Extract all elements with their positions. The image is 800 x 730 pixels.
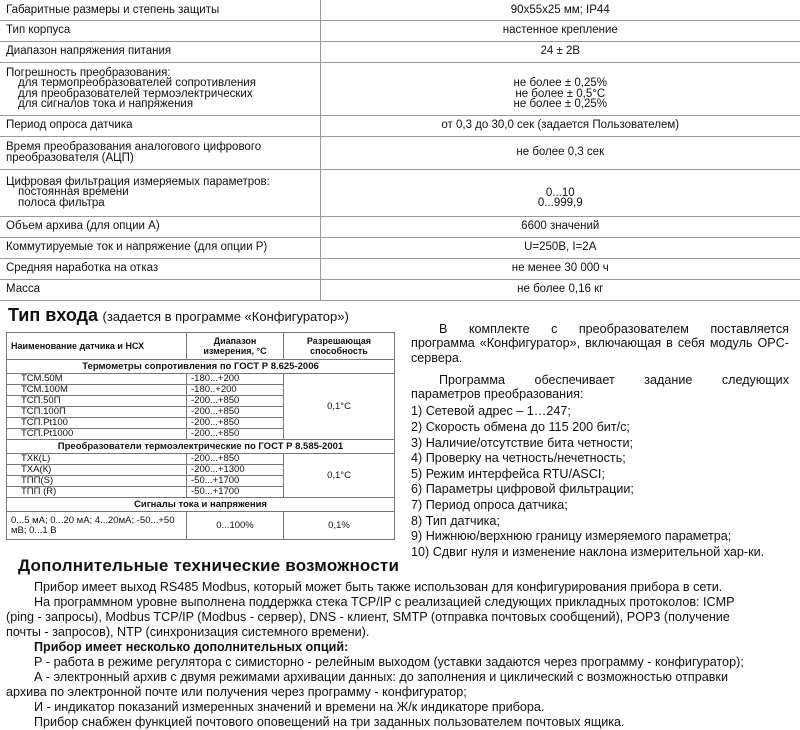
list-item: 8) Тип датчика; <box>411 513 500 528</box>
sensor-range: -200...+850 <box>187 418 284 429</box>
spec-row-mtbf <box>0 258 800 279</box>
column-header-resolution: Разрешающая способность <box>284 333 395 360</box>
sensor-range: -200...+850 <box>187 454 284 465</box>
list-item: 2) Скорость обмена до 115 200 бит/с; <box>411 420 630 435</box>
spec-value: не менее 30 000 ч <box>320 258 800 279</box>
spec-value: 90x55x25 мм; IP44 <box>320 0 800 20</box>
text-line: Р - работа в режиме регулятора с симисторно - релейным выходом (уставки задаются через программу - конфигуратор); <box>34 655 744 669</box>
spec-value: 0...10 0...999,9 <box>320 169 800 216</box>
column-header-name: Наименование датчика и НСХ <box>7 333 187 360</box>
sensor-range: -50...+1700 <box>187 487 284 498</box>
spec-row-dimensions <box>0 0 800 20</box>
group-resolution: 0,1°С <box>284 374 395 440</box>
spec-label: Тип корпуса <box>0 20 320 41</box>
input-type-heading <box>8 305 349 326</box>
spec-label: Время преобразования аналогового цифрового преобразователя (АЦП) <box>0 136 320 169</box>
specifications-table <box>0 0 800 301</box>
group-title: Термометры сопротивления по ГОСТ Р 8.625-2006 <box>7 360 395 374</box>
kit-paragraph-line: Программа обеспечивает задание следующих <box>439 372 789 387</box>
group-resolution: 0,1% <box>284 512 395 540</box>
spec-value: настенное крепление <box>320 20 800 41</box>
sensor-range: -200...+850 <box>187 407 284 418</box>
kit-paragraph-line: параметров преобразования: <box>411 387 584 402</box>
text-line: Прибор снабжен функцией почтового оповещений на три заданных пользователем почтовых ящика. <box>34 715 625 729</box>
sensor-range: -180...+200 <box>187 374 284 385</box>
text-line: почты - запросов), NTP (синхронизация системного времени). <box>6 625 370 639</box>
spec-row-archive <box>0 216 800 237</box>
spec-row-switching <box>0 237 800 258</box>
group-header-row <box>7 360 395 374</box>
text-line: архива по электронной почте или получения через программу - конфигуратор; <box>6 685 467 699</box>
spec-label: Погрешность преобразования: для термопреобразователей сопротивления для преобразователей термоэлектрических для сигналов тока и напряжения <box>0 62 320 115</box>
group-title: Сигналы тока и напряжения <box>7 498 395 512</box>
list-item: 1) Сетевой адрес – 1…247; <box>411 404 571 419</box>
spec-value: не более ± 0,25% не более ± 0,5°С не более ± 0,25% <box>320 62 800 115</box>
sensor-name: ТХА(К) <box>7 465 187 476</box>
table-row <box>7 454 395 465</box>
spec-value: 24 ± 2В <box>320 41 800 62</box>
sensor-name: ТПП (R) <box>7 487 187 498</box>
spec-label: Объем архива (для опции А) <box>0 216 320 237</box>
options-heading: Прибор имеет несколько дополнительных опций: <box>34 640 349 654</box>
spec-row-accuracy <box>0 62 800 115</box>
spec-row-mass <box>0 279 800 300</box>
spec-value: 6600 значений <box>320 216 800 237</box>
text-line: И - индикатор показаний измеренных значений и времени на Ж/к индикаторе прибора. <box>34 700 545 714</box>
text-line: Прибор имеет выход RS485 Modbus, который может быть также использован для конфигурирования прибора в сети. <box>34 580 723 594</box>
group-title: Преобразователи термоэлектрические по ГОСТ Р 8.585-2001 <box>7 440 395 454</box>
spec-label: Масса <box>0 279 320 300</box>
sensor-name: ТПП(S) <box>7 476 187 487</box>
group-resolution: 0,1°С <box>284 454 395 498</box>
sensor-name: ТСМ.50М <box>7 374 187 385</box>
signal-range: 0...100% <box>187 512 284 540</box>
spec-row-filtering <box>0 169 800 216</box>
kit-paragraph-line: В комплекте с преобразователем поставляется <box>439 322 789 336</box>
spec-value: U=250В, I=2А <box>320 237 800 258</box>
column-header-range: Диапазон измерения, °С <box>187 333 284 360</box>
sensor-name: ТСП.50П <box>7 396 187 407</box>
additional-features-title: Дополнительные технические возможности <box>18 556 400 575</box>
sensor-range: -200...+850 <box>187 396 284 407</box>
spec-label: Коммутируемые ток и напряжение (для опции Р) <box>0 237 320 258</box>
section-title: Тип входа <box>8 305 99 325</box>
text-line: (ping - запросы), Modbus TCP/IP (Modbus - сервер), DNS - клиент, SMTP (отправка почтовых сообщений), POP3 (получение <box>6 610 730 624</box>
text-line: А - электронный архив с двумя режимами архивации данных: до заполнения и циклический с возможностью отправки <box>34 670 728 684</box>
sensor-range: -200...+1300 <box>187 465 284 476</box>
spec-value: от 0,3 до 30,0 сек (задается Пользователем) <box>320 115 800 136</box>
spec-label: Диапазон напряжения питания <box>0 41 320 62</box>
kit-paragraph-line: программа «Конфигуратор», включающая в себя модуль OPC- <box>411 336 789 351</box>
list-item: 3) Наличие/отсутствие бита четности; <box>411 435 633 450</box>
sensor-name: ТСП.Pt100 <box>7 418 187 429</box>
sensor-range: -200...+850 <box>187 429 284 440</box>
signal-types: 0...5 мА; 0...20 мА; 4...20мА; -50...+50 мВ; 0...1 В <box>7 512 187 540</box>
sensor-name: ТСП.100П <box>7 407 187 418</box>
spec-row-adc-time <box>0 136 800 169</box>
table-header-row <box>7 333 395 360</box>
spec-row-poll-period <box>0 115 800 136</box>
spec-label: Габаритные размеры и степень защиты <box>0 0 320 20</box>
additional-features-text <box>6 580 796 730</box>
sensor-range: -50...+1700 <box>187 476 284 487</box>
sensor-name: ТСМ.100М <box>7 385 187 396</box>
list-item: 6) Параметры цифровой фильтрации; <box>411 482 634 497</box>
group-header-row <box>7 498 395 512</box>
input-type-table <box>6 332 395 540</box>
kit-description <box>411 322 789 560</box>
list-item: 10) Сдвиг нуля и изменение наклона измерительной хар-ки. <box>411 544 765 559</box>
parameters-list <box>411 404 789 560</box>
table-row <box>7 512 395 540</box>
sensor-range: -180..+200 <box>187 385 284 396</box>
sensor-name: ТСП.Pt1000 <box>7 429 187 440</box>
kit-paragraph-line: сервера. <box>411 350 463 365</box>
list-item: 7) Период опроса датчика; <box>411 498 568 513</box>
spec-row-housing <box>0 20 800 41</box>
spec-value: не более 0,3 сек <box>320 136 800 169</box>
table-row <box>7 374 395 385</box>
text-line: На программном уровне выполнена поддержка стека TCP/IP с реализацией следующих прикладных протоколов: ICMP <box>34 595 735 609</box>
section-subtitle: (задается в программе «Конфигуратор») <box>102 309 349 324</box>
group-header-row <box>7 440 395 454</box>
spec-value: не более 0,16 кг <box>320 279 800 300</box>
sensor-name: ТХК(L) <box>7 454 187 465</box>
spec-label: Период опроса датчика <box>0 115 320 136</box>
spec-label: Средняя наработка на отказ <box>0 258 320 279</box>
spec-row-supply <box>0 41 800 62</box>
spec-label: Цифровая фильтрация измеряемых параметров: постоянная времени полоса фильтра <box>0 169 320 216</box>
list-item: 9) Нижнюю/верхнюю границу измеряемого параметра; <box>411 529 732 544</box>
list-item: 5) Режим интерфейса RTU/ASCI; <box>411 466 605 481</box>
list-item: 4) Проверку на четность/нечетность; <box>411 451 626 466</box>
